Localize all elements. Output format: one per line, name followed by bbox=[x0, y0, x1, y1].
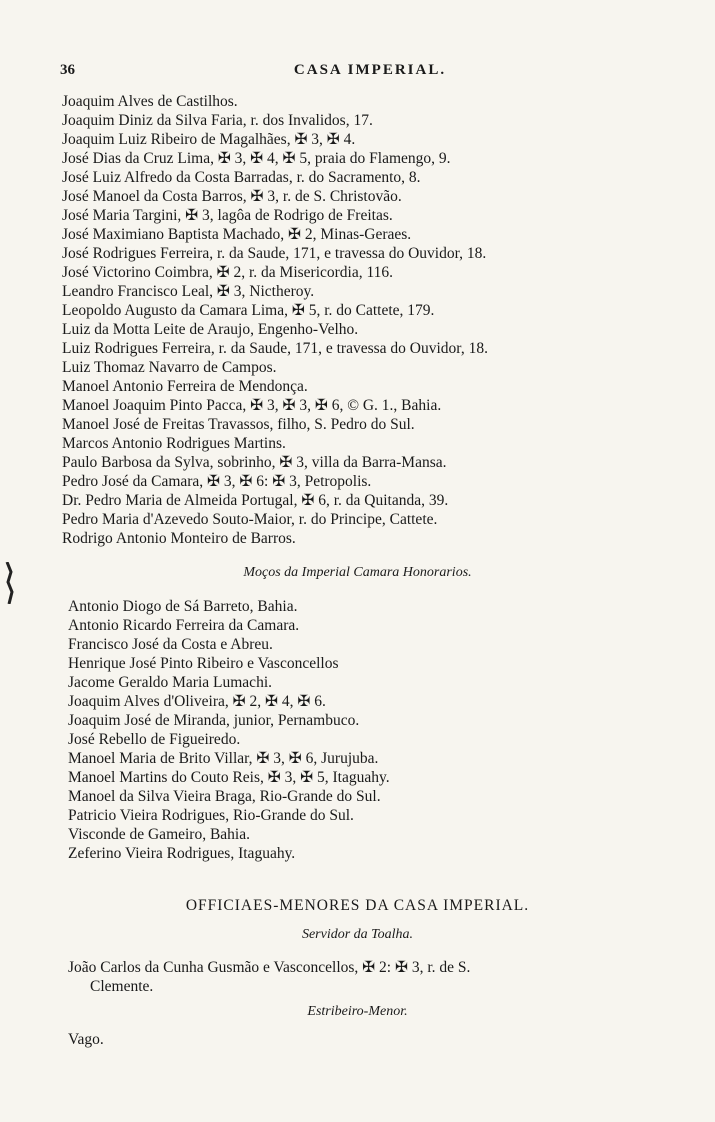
list-item: Rodrigo Antonio Monteiro de Barros. bbox=[62, 530, 296, 547]
section-heading-officiaes: OFFICIAES-MENORES DA CASA IMPERIAL. bbox=[185, 897, 530, 914]
list-item: Manoel Maria de Brito Villar, ✠ 3, ✠ 6, Jurujuba. bbox=[68, 750, 379, 767]
list-item: José Maria Targini, ✠ 3, lagôa de Rodrigo de Freitas. bbox=[62, 207, 393, 224]
list-item: Leopoldo Augusto da Camara Lima, ✠ 5, r. do Cattete, 179. bbox=[62, 302, 435, 319]
list-item: Pedro Maria d'Azevedo Souto-Maior, r. do Principe, Cattete. bbox=[62, 511, 438, 528]
list-item: José Manoel da Costa Barros, ✠ 3, r. de S. Christovão. bbox=[62, 188, 402, 205]
running-title: CASA IMPERIAL. bbox=[293, 62, 447, 78]
list-item: Jacome Geraldo Maria Lumachi. bbox=[68, 674, 272, 691]
list-item: Antonio Diogo de Sá Barreto, Bahia. bbox=[68, 598, 298, 615]
list-item: Zeferino Vieira Rodrigues, Itaguahy. bbox=[68, 845, 296, 862]
list-item: Francisco José da Costa e Abreu. bbox=[68, 636, 273, 653]
list-item: Henrique José Pinto Ribeiro e Vasconcellos bbox=[68, 655, 339, 672]
list-item: Manoel Antonio Ferreira de Mendonça. bbox=[62, 378, 308, 395]
list-item: Dr. Pedro Maria de Almeida Portugal, ✠ 6, r. da Quitanda, 39. bbox=[62, 492, 449, 509]
list-item: José Maximiano Baptista Machado, ✠ 2, Minas-Geraes. bbox=[62, 226, 412, 243]
list-item: Joaquim Diniz da Silva Faria, r. dos Invalidos, 17. bbox=[62, 112, 373, 129]
page-header bbox=[60, 62, 680, 82]
list-item: João Carlos da Cunha Gusmão e Vasconcellos, ✠ 2: ✠ 3, r. de S. bbox=[68, 959, 471, 976]
list-item: Manoel da Silva Vieira Braga, Rio-Grande do Sul. bbox=[68, 788, 381, 805]
list-item: Manoel Martins do Couto Reis, ✠ 3, ✠ 5, Itaguahy. bbox=[68, 769, 390, 786]
list-item: Luiz Rodrigues Ferreira, r. da Saude, 171, e travessa do Ouvidor, 18. bbox=[62, 340, 488, 357]
list-item: Antonio Ricardo Ferreira da Camara. bbox=[68, 617, 300, 634]
list-item: José Rebello de Figueiredo. bbox=[68, 731, 241, 748]
list-item: José Victorino Coimbra, ✠ 2, r. da Misericordia, 116. bbox=[62, 264, 394, 281]
list-item: Pedro José da Camara, ✠ 3, ✠ 6: ✠ 3, Petropolis. bbox=[62, 473, 372, 490]
list-item: Luiz da Motta Leite de Araujo, Engenho-Velho. bbox=[62, 321, 359, 338]
section-heading-mocos: Moços da Imperial Camara Honorarios. bbox=[243, 565, 472, 580]
list-item: Marcos Antonio Rodrigues Martins. bbox=[62, 435, 286, 452]
list-item: Manoel José de Freitas Travassos, filho, S. Pedro do Sul. bbox=[62, 416, 415, 433]
list-item: Joaquim Luiz Ribeiro de Magalhães, ✠ 3, ✠ 4. bbox=[62, 131, 356, 148]
list-item: Luiz Thomaz Navarro de Campos. bbox=[62, 359, 277, 376]
vacant-entry: Vago. bbox=[68, 1031, 104, 1048]
list-item: Joaquim Alves d'Oliveira, ✠ 2, ✠ 4, ✠ 6. bbox=[68, 693, 326, 710]
list-item: Patricio Vieira Rodrigues, Rio-Grande do Sul. bbox=[68, 807, 354, 824]
list-item: Visconde de Gameiro, Bahia. bbox=[68, 826, 250, 843]
subheading-servidor: Servidor da Toalha. bbox=[301, 927, 414, 942]
list-item: Joaquim Alves de Castilhos. bbox=[62, 93, 238, 110]
list-item: Manoel Joaquim Pinto Pacca, ✠ 3, ✠ 3, ✠ 6, © G. 1., Bahia. bbox=[62, 397, 442, 414]
list-item: José Dias da Cruz Lima, ✠ 3, ✠ 4, ✠ 5, praia do Flamengo, 9. bbox=[62, 150, 451, 167]
binding-thread-mark bbox=[4, 562, 14, 604]
list-item: Paulo Barbosa da Sylva, sobrinho, ✠ 3, villa da Barra-Mansa. bbox=[62, 454, 447, 471]
list-item: José Rodrigues Ferreira, r. da Saude, 171, e travessa do Ouvidor, 18. bbox=[62, 245, 487, 262]
list-item: Joaquim José de Miranda, junior, Pernambuco. bbox=[68, 712, 360, 729]
list-item-continuation: Clemente. bbox=[90, 978, 154, 995]
list-item: José Luiz Alfredo da Costa Barradas, r. do Sacramento, 8. bbox=[62, 169, 421, 186]
page-number: 36 bbox=[60, 62, 75, 78]
list-item: Leandro Francisco Leal, ✠ 3, Nictheroy. bbox=[62, 283, 315, 300]
subheading-estribeiro: Estribeiro-Menor. bbox=[307, 1004, 408, 1019]
